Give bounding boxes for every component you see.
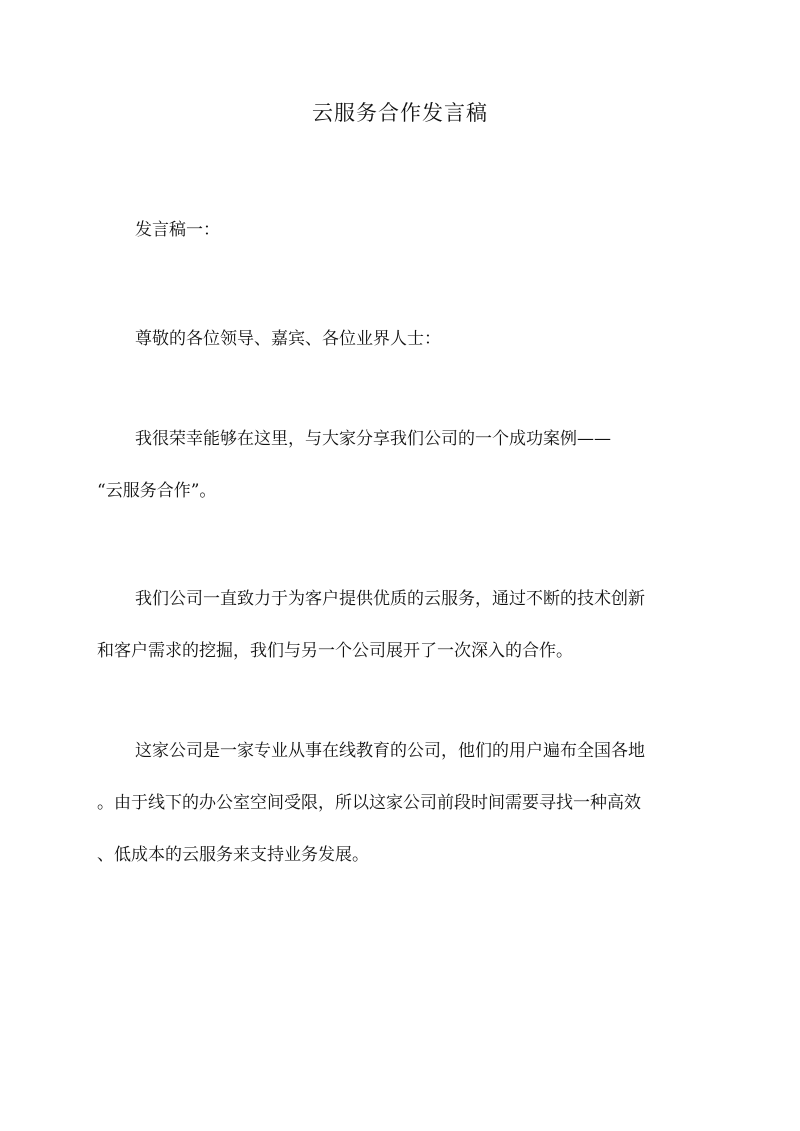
paragraph-greeting [97, 313, 707, 365]
paragraph-company-commitment [97, 573, 707, 677]
document-title: 云服务合作发言稿 [312, 101, 488, 125]
paragraph-line: “云服务合作”。 [97, 481, 217, 501]
paragraph-line: 和客户需求的挖掘，我们与另一个公司展开了一次深入的合作。 [97, 641, 573, 661]
paragraph-line: 发言稿一： [135, 220, 220, 240]
paragraph-line: 尊敬的各位领导、嘉宾、各位业界人士： [135, 329, 441, 349]
paragraph-introduction [97, 413, 707, 517]
paragraph-speech-label [97, 204, 707, 256]
paragraph-line: 我们公司一直致力于为客户提供优质的云服务，通过不断的技术创新 [135, 589, 645, 609]
paragraph-line: 我很荣幸能够在这里，与大家分享我们公司的一个成功案例—— [135, 429, 611, 449]
paragraph-line: 。由于线下的办公室空间受限，所以这家公司前段时间需要寻找一种高效 [97, 793, 641, 813]
paragraph-line: 这家公司是一家专业从事在线教育的公司，他们的用户遍布全国各地 [135, 741, 645, 761]
paragraph-line: 、低成本的云服务来支持业务发展。 [97, 845, 369, 865]
paragraph-partner-company [97, 725, 707, 881]
